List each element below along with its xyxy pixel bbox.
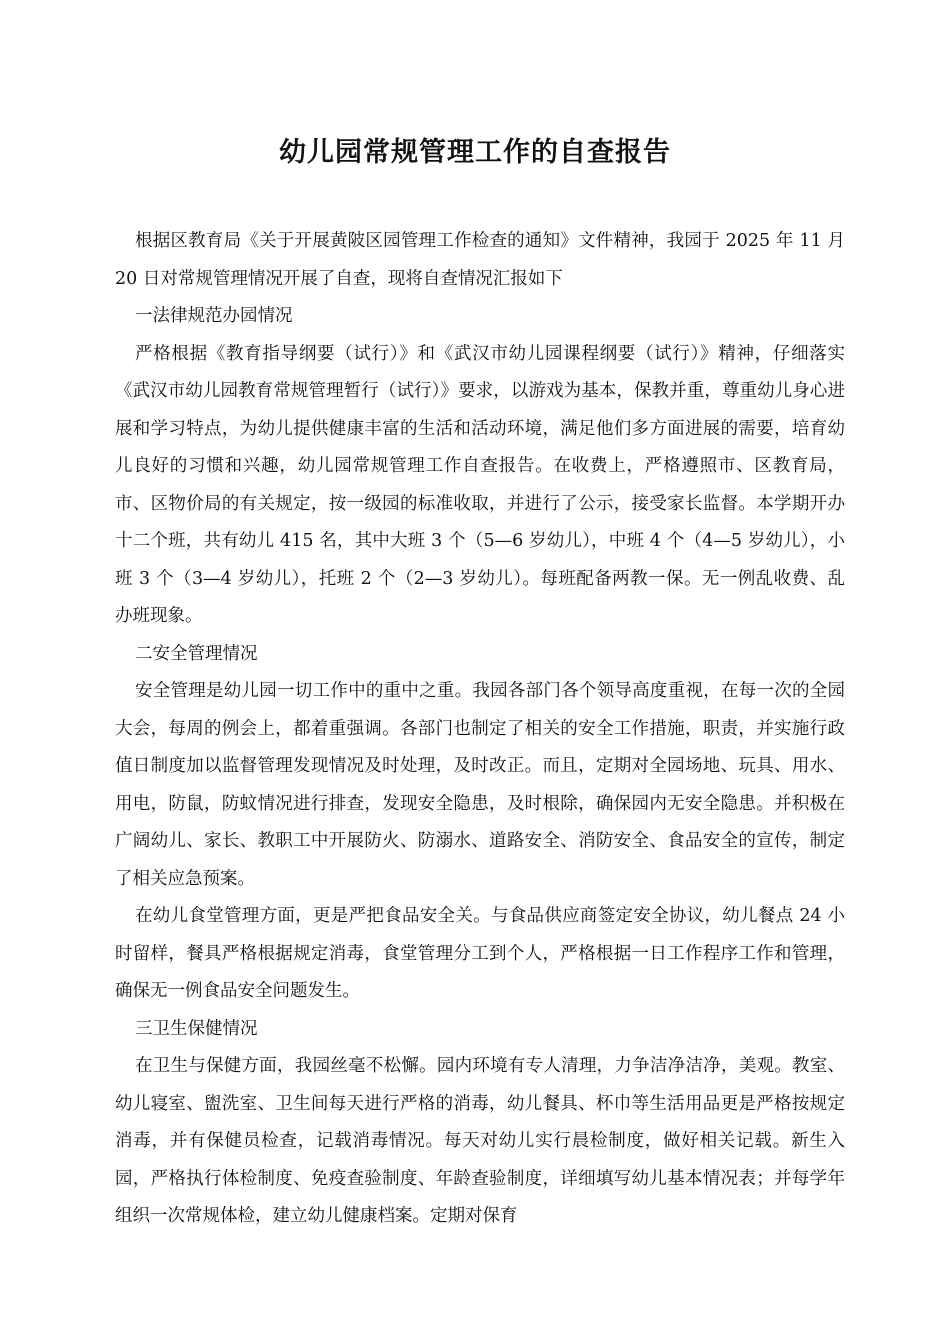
paragraph-legal: 严格根据《教育指导纲要（试行）》和《武汉市幼儿园课程纲要（试行）》精神，仔细落实《武汉市幼儿园教育常规管理暂行（试行）》要求，以游戏为基本，保教并重，尊重幼儿身心进展和学习特点，为幼儿提供健康丰富的生活和活动环境，满足他们多方面进展的需要，培育幼儿良好的习惯和兴趣，幼儿园常规管理工作自查报告。在收费上，严格遵照市、区教育局，市、区物价局的有关规定，按一级园的标准收取，并进行了公示，接受家长监督。本学期开办十二个班，共有幼儿 415 名，其中大班 3 个（5—6 岁幼儿），中班 4 个（4—5 岁幼儿），小班 3 个（3—4 岁幼儿），托班 2 个（2—3 岁幼儿）。每班配备两教一保。无一例乱收费、乱办班现象。 [115,343,845,626]
page-title: 幼儿园常规管理工作的自查报告 [279,137,671,168]
paragraph-intro: 根据区教育局《关于开展黄陂区园管理工作检查的通知》文件精神，我园于 2025 年 11 月 20 日对常规管理情况开展了自查，现将自查情况汇报如下 [115,231,845,289]
section-heading-safety: 二安全管理情况 [135,643,258,664]
document-body [115,223,845,1236]
paragraph-hygiene: 在卫生与保健方面，我园丝毫不松懈。园内环境有专人清理，力争洁净洁净，美观。教室、幼儿寝室、盥洗室、卫生间每天进行严格的消毒，幼儿餐具、杯巾等生活用品更是严格按规定消毒，并有保健员检查，记载消毒情况。每天对幼儿实行晨检制度，做好相关记载。新生入园，严格执行体检制度、免疫查验制度、年龄查验制度，详细填写幼儿基本情况表；并每学年组织一次常规体检，建立幼儿健康档案。定期对保育 [115,1056,845,1226]
paragraph-canteen: 在幼儿食堂管理方面，更是严把食品安全关。与食品供应商签定安全协议，幼儿餐点 24 小时留样，餐具严格根据规定消毒，食堂管理分工到个人，严格根据一日工作程序工作和管理，确保无一例食品安全问题发生。 [115,906,845,1001]
paragraph-safety: 安全管理是幼儿园一切工作中的重中之重。我园各部门各个领导高度重视，在每一次的全园大会，每周的例会上，都着重强调。各部门也制定了相关的安全工作措施，职责，并实施行政值日制度加以监督管理发现情况及时处理，及时改正。而且，定期对全园场地、玩具、用水、用电，防鼠，防蚊情况进行排查，发现安全隐患，及时根除，确保园内无安全隐患。并积极在广阔幼儿、家长、教职工中开展防火、防溺水、道路安全、消防安全、食品安全的宣传，制定了相关应急预案。 [115,681,845,889]
section-heading-legal: 一法律规范办园情况 [135,306,293,326]
section-heading-hygiene: 三卫生保健情况 [135,1018,258,1039]
